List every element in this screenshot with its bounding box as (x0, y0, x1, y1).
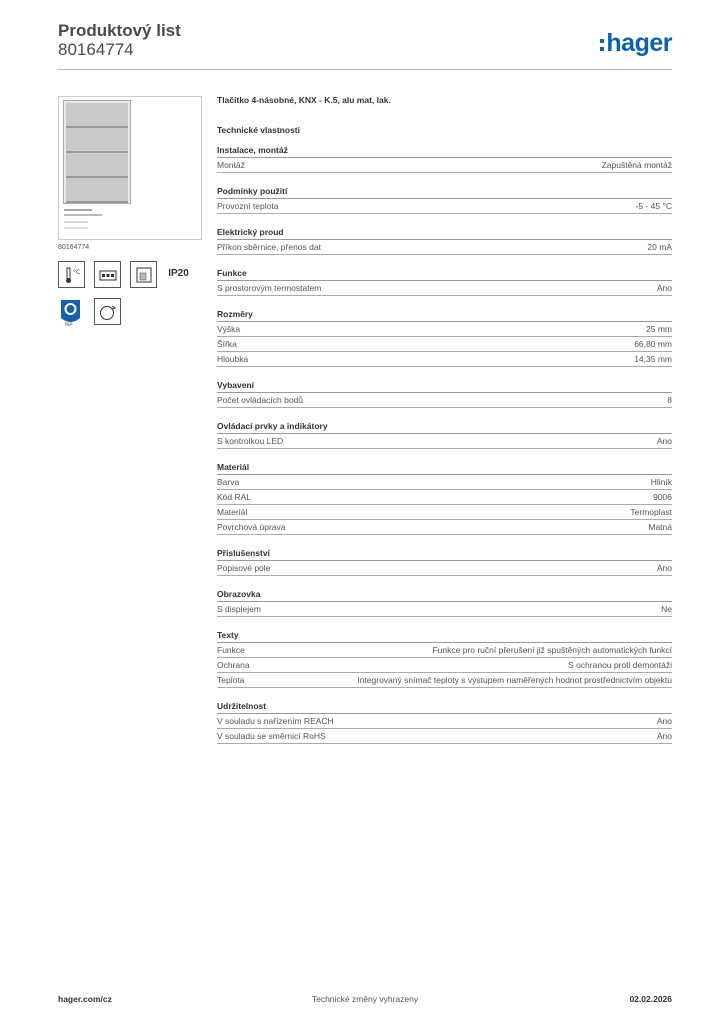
spec-row (217, 505, 672, 520)
spec-label: Povrchová úprava (217, 522, 286, 532)
spec-label: V souladu se směrnicí RoHS (217, 731, 326, 741)
section-title: Příslušenství (217, 548, 672, 561)
spec-row (217, 158, 672, 173)
spec-row (217, 714, 672, 729)
flush-mount-icon (130, 261, 157, 288)
image-caption: 80164774 (58, 244, 90, 251)
spec-section (217, 380, 672, 408)
ip-rating-badge: IP20 (168, 268, 189, 279)
spec-label: Příkon sběrnice, přenos dat (217, 242, 321, 252)
spec-value: 9006 (653, 492, 672, 502)
spec-value: Ano (656, 716, 672, 726)
spec-value: Matná (648, 522, 672, 532)
spec-label: Popisové pole (217, 563, 271, 573)
spec-section (217, 227, 672, 255)
thermometer-icon (58, 261, 85, 288)
section-title: Funkce (217, 268, 672, 281)
spec-row (217, 240, 672, 255)
device-display-icon (94, 261, 121, 288)
spec-row (217, 393, 672, 408)
spec-value: Ano (656, 436, 672, 446)
spec-section (217, 462, 672, 535)
spec-label: Teplota (217, 675, 245, 685)
spec-value: 8 (667, 395, 672, 405)
section-title: Rozměry (217, 309, 672, 322)
specification-column (217, 95, 672, 757)
spec-section (217, 145, 672, 173)
spec-value: 25 mm (646, 324, 672, 334)
spec-label: S prostorovým termostatem (217, 283, 322, 293)
spec-section (217, 701, 672, 744)
spec-value: Zapuštěná montáž (601, 160, 672, 170)
footer-disclaimer: Technické změny vyhrazeny (311, 994, 419, 1004)
section-title: Ovládací prvky a indikátory (217, 421, 672, 434)
page-header (58, 20, 672, 70)
spec-value: Funkce pro ruční přerušení již spuštěných automatických funkcí (432, 645, 672, 655)
spec-row (217, 729, 672, 744)
product-image (58, 96, 202, 240)
product-description: Tlačítko 4-násobné, KNX - K.5, alu mat, lak. (217, 95, 391, 105)
document-title: Produktový list (58, 21, 181, 40)
product-sidebar (58, 96, 202, 328)
section-title: Texty (217, 630, 672, 643)
spec-label: Materiál (217, 507, 248, 517)
section-title: Obrazovka (217, 589, 672, 602)
spec-value: Hliník (650, 477, 672, 487)
feature-icons-row (58, 261, 202, 288)
svg-text:PEP: PEP (65, 322, 73, 327)
section-title: Elektrický proud (217, 227, 672, 240)
header-divider (58, 69, 672, 70)
spec-value: 14,35 mm (634, 354, 672, 364)
footer-website[interactable]: hager.com/cz (58, 994, 112, 1004)
spec-row (217, 658, 672, 673)
spec-label: Provozní teplota (217, 201, 279, 211)
spec-label: Kód RAL (217, 492, 252, 502)
spec-row (217, 490, 672, 505)
section-title: Materiál (217, 462, 672, 475)
footer-date: 02.02.2026 (629, 994, 672, 1004)
spec-value: 66,80 mm (634, 339, 672, 349)
spec-label: V souladu s nařízením REACH (217, 716, 334, 726)
section-title: Vybavení (217, 380, 672, 393)
section-title: Podmínky použití (217, 186, 672, 199)
spec-value: Ano (656, 563, 672, 573)
spec-value: Ano (656, 283, 672, 293)
spec-row (217, 520, 672, 535)
spec-label: Barva (217, 477, 240, 487)
spec-label: Funkce (217, 645, 245, 655)
spec-row (217, 434, 672, 449)
spec-section (217, 268, 672, 296)
spec-value: Integrovaný snímač teploty s výstupem naměřených hodnot prostřednictvím objektu (357, 675, 672, 685)
spec-row (217, 475, 672, 490)
spec-row (217, 281, 672, 296)
spec-label: Hloubka (217, 354, 249, 364)
spec-sections (217, 145, 672, 744)
spec-label: S displejem (217, 604, 261, 614)
spec-row (217, 352, 672, 367)
spec-section (217, 548, 672, 576)
switch-panel-illustration (63, 100, 131, 204)
spec-section (217, 309, 672, 367)
spec-label: Šířka (217, 339, 237, 349)
section-title: Udržitelnost (217, 701, 672, 714)
logo-dots-icon (600, 39, 604, 51)
spec-label: Výška (217, 324, 241, 334)
spec-label: Montáž (217, 160, 245, 170)
document-number: 80164774 (58, 40, 134, 59)
spec-value: 20 mA (647, 242, 672, 252)
page-footer (58, 994, 672, 1008)
spec-row (217, 602, 672, 617)
spec-label: S kontrolkou LED (217, 436, 284, 446)
spec-row (217, 673, 672, 688)
spec-row (217, 337, 672, 352)
spec-row (217, 199, 672, 214)
spec-label: Počet ovládacích bodů (217, 395, 304, 405)
spec-row (217, 643, 672, 658)
spec-value: -5 - 45 °C (635, 201, 672, 211)
spec-section (217, 186, 672, 214)
spec-section (217, 421, 672, 449)
spec-value: Ano (656, 731, 672, 741)
svg-text:°C: °C (72, 268, 80, 276)
pep-ecopassport-icon (58, 298, 83, 328)
feature-icons-row-2 (58, 298, 202, 328)
hager-logo (600, 28, 672, 58)
spec-value: S ochranou proti demontáži (568, 660, 672, 670)
rotation-sensor-icon (94, 298, 121, 325)
technical-properties-title: Technické vlastnosti (217, 125, 300, 135)
spec-value: Termoplast (630, 507, 672, 517)
spec-row (217, 322, 672, 337)
logo-text: hager (606, 29, 672, 57)
spec-row (217, 561, 672, 576)
spec-section (217, 589, 672, 617)
spec-label: Ochrana (217, 660, 250, 670)
spec-section (217, 630, 672, 688)
section-title: Instalace, montáž (217, 145, 672, 158)
spec-value: Ne (661, 604, 672, 614)
